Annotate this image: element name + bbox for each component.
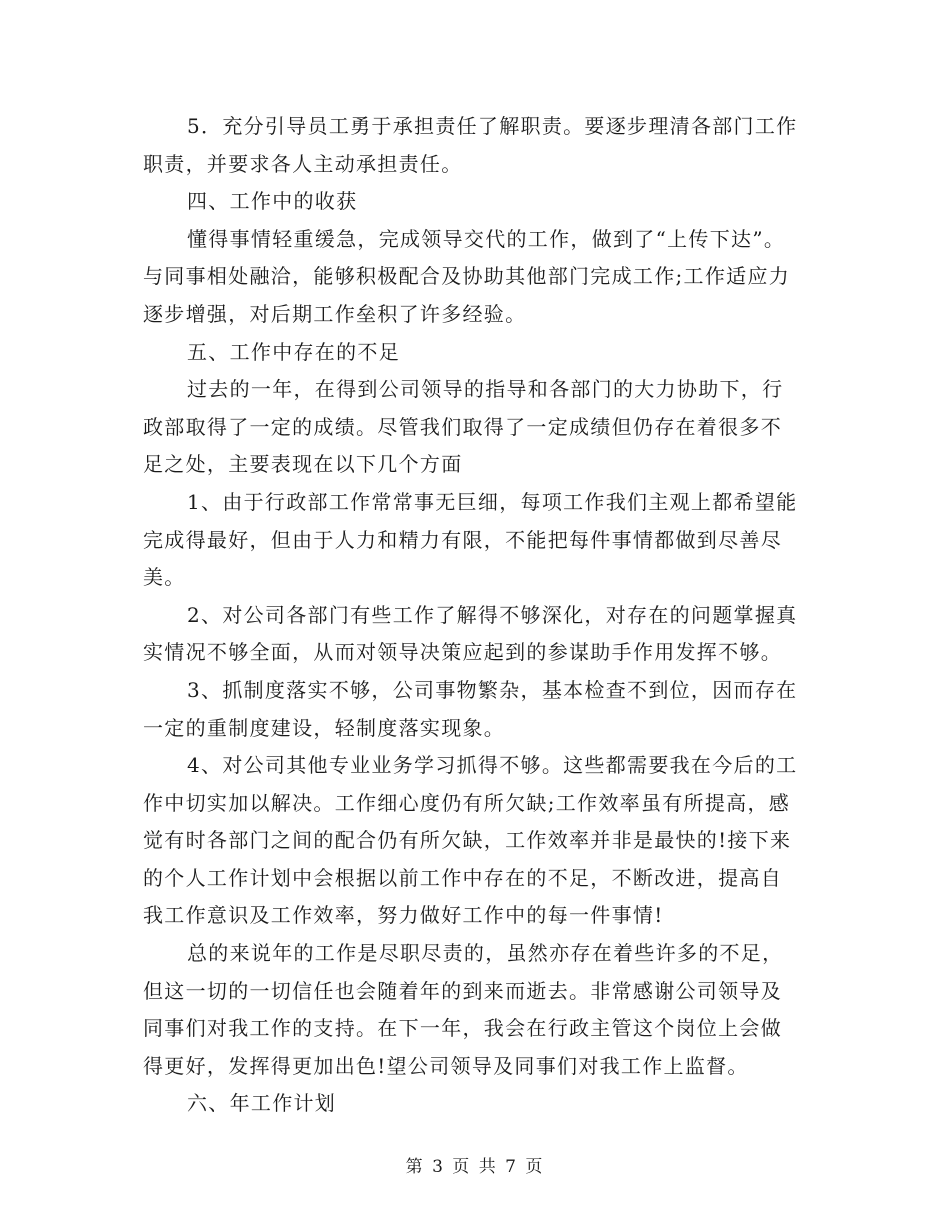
text-line: 一定的重制度建设，轻制度落实现象。 xyxy=(143,715,506,740)
text-line: 得更好，发挥得更加出色!望公司领导及同事们对我工作上监督。 xyxy=(143,1053,749,1078)
text-line: 觉有时各部门之间的配合仍有所欠缺，工作效率并非是最快的!接下来 xyxy=(143,828,792,853)
text-line: 实情况不够全面，从而对领导决策应起到的参谋助手作用发挥不够。 xyxy=(143,640,782,665)
text-line: 过去的一年，在得到公司领导的指导和各部门的大力协助下，行 xyxy=(187,377,784,402)
text-line: 同事们对我工作的支持。在下一年，我会在行政主管这个岗位上会做 xyxy=(143,1016,782,1041)
text-line: 六、年工作计划 xyxy=(187,1091,337,1116)
text-line: 作中切实加以解决。工作细心度仍有所欠缺;工作效率虽有所提高，感 xyxy=(143,790,791,815)
text-line: 2、对公司各部门有些工作了解得不够深化，对存在的问题掌握真 xyxy=(187,602,798,627)
text-line: 完成得最好，但由于人力和精力有限，不能把每件事情都做到尽善尽 xyxy=(143,527,782,552)
text-line: 3、抓制度落实不够，公司事物繁杂，基本检查不到位，因而存在 xyxy=(187,677,798,702)
text-line: 足之处，主要表现在以下几个方面 xyxy=(143,452,463,477)
text-line: 4、对公司其他专业业务学习抓得不够。这些都需要我在今后的工 xyxy=(187,753,798,778)
text-line: 五、工作中存在的不足 xyxy=(187,339,400,364)
document-body xyxy=(143,108,809,1123)
text-line: 5．充分引导员工勇于承担责任了解职责。要逐步理清各部门工作 xyxy=(187,114,798,138)
text-line: 懂得事情轻重缓急，完成领导交代的工作，做到了“上传下达”。 xyxy=(187,226,786,251)
text-line: 的个人工作计划中会根据以前工作中存在的不足，不断改进，提高自 xyxy=(143,865,782,890)
text-line: 逐步增强，对后期工作垒积了许多经验。 xyxy=(143,301,527,326)
text-line: 美。 xyxy=(143,565,186,590)
text-line: 1、由于行政部工作常常事无巨细，每项工作我们主观上都希望能 xyxy=(187,489,798,514)
text-line: 总的来说年的工作是尽职尽责的，虽然亦存在着些许多的不足， xyxy=(187,941,784,966)
text-line: 但这一切的一切信任也会随着年的到来而逝去。非常感谢公司领导及 xyxy=(143,978,782,1003)
text-line: 与同事相处融洽，能够积极配合及协助其他部门完成工作;工作适应力 xyxy=(143,264,791,289)
text-line: 四、工作中的收获 xyxy=(187,189,358,214)
page-number-footer: 第 3 页 共 7 页 xyxy=(405,1157,545,1177)
text-line: 政部取得了一定的成绩。尽管我们取得了一定成绩但仍存在着很多不 xyxy=(143,414,782,439)
text-line: 我工作意识及工作效率，努力做好工作中的每一件事情! xyxy=(143,903,664,928)
text-line: 职责，并要求各人主动承担责任。 xyxy=(143,151,463,176)
